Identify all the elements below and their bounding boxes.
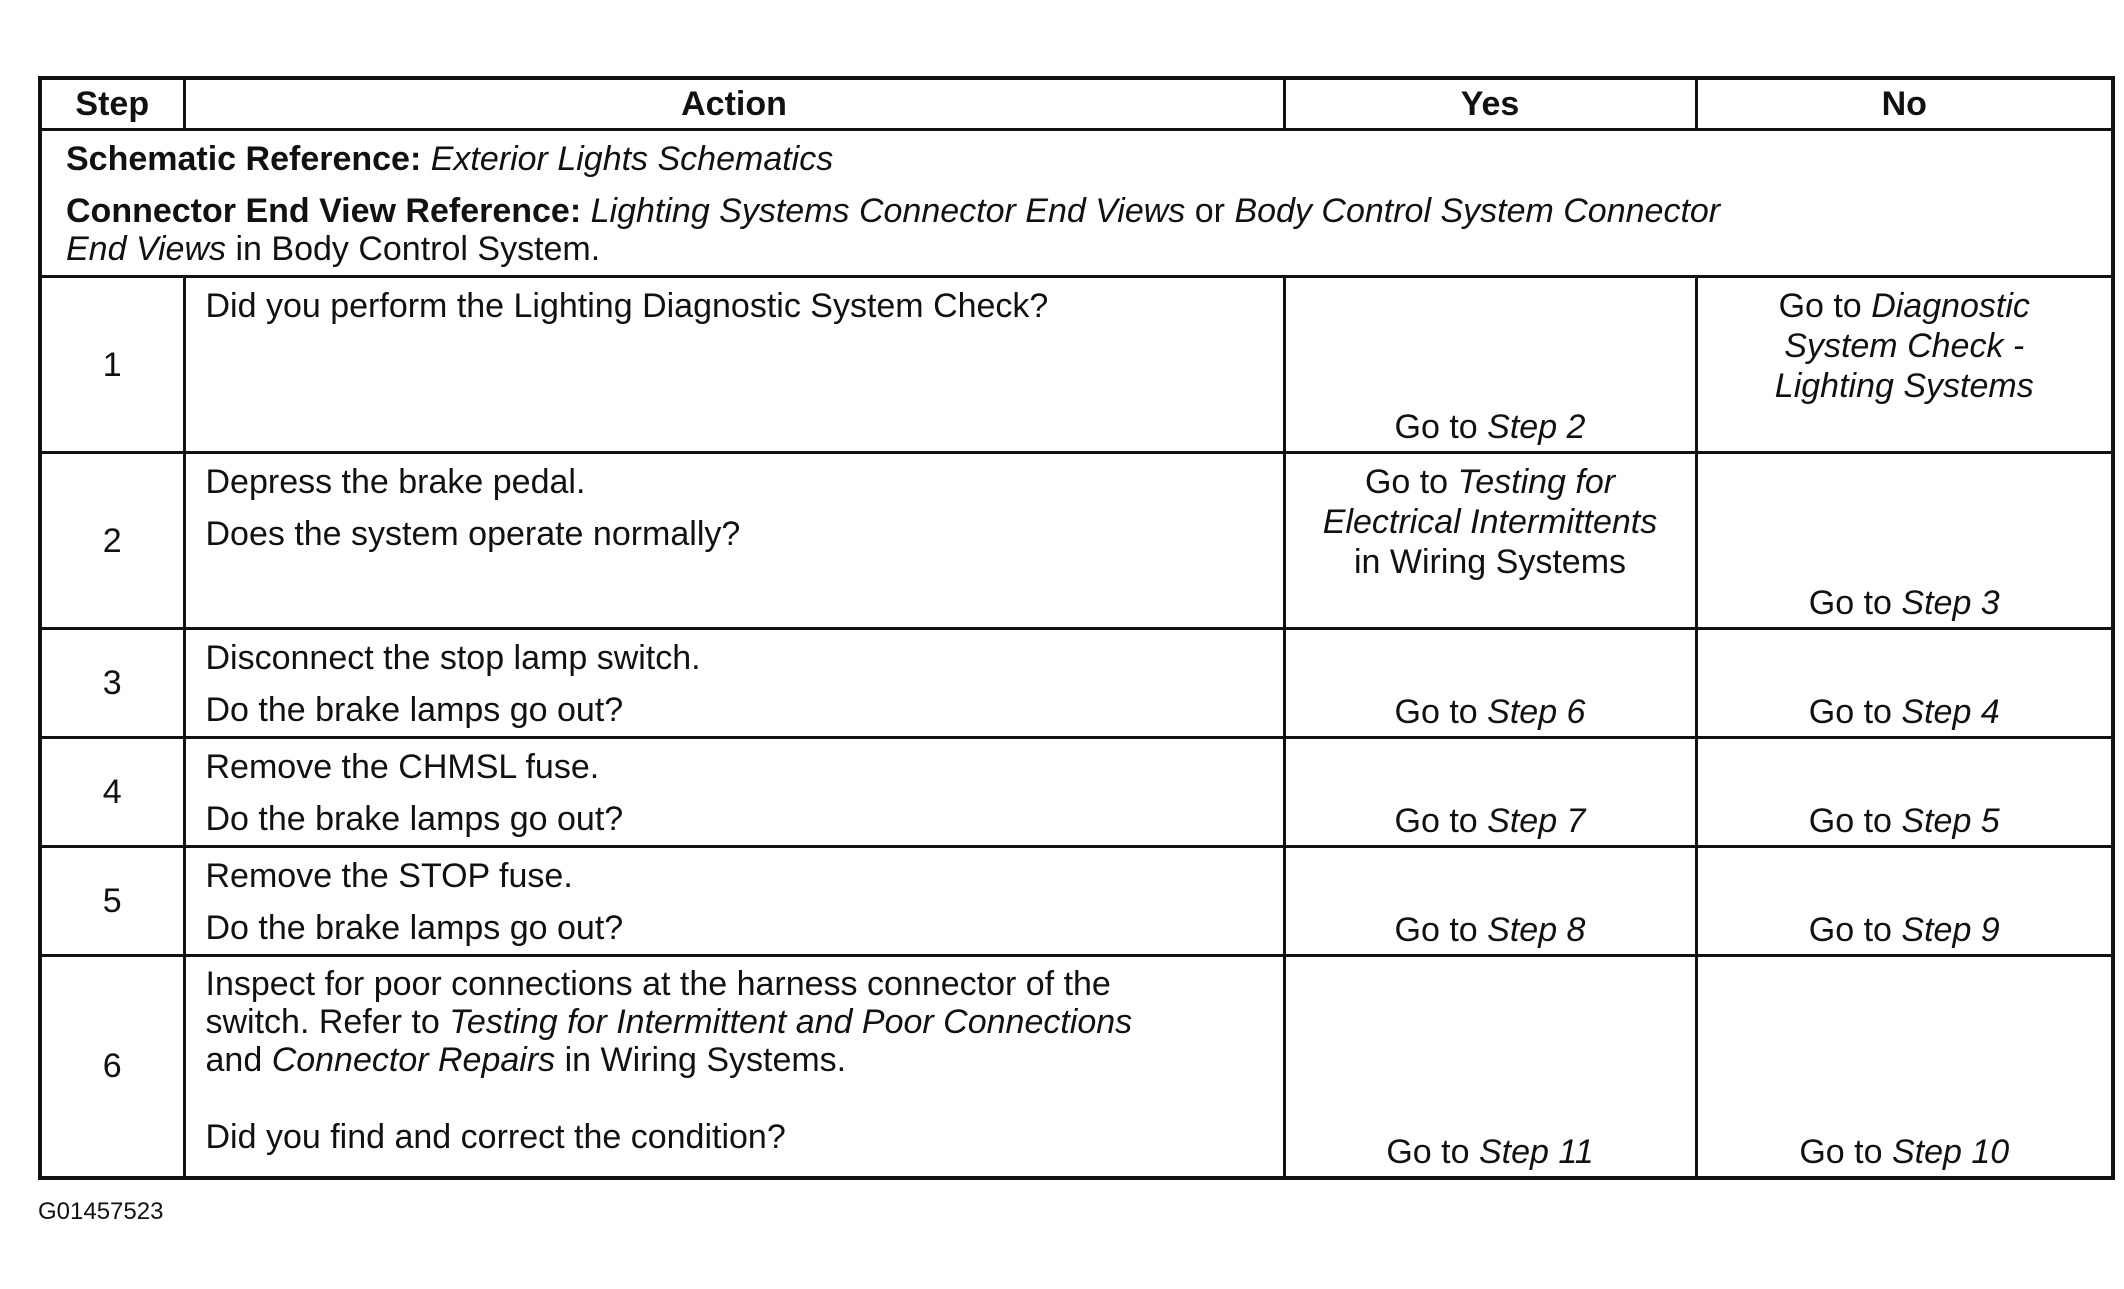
action-question: Do the brake lamps go out? — [205, 909, 624, 947]
yes-link-line-2[interactable]: Electrical Intermittents — [1322, 503, 1658, 541]
yes-link[interactable]: Step 2 — [1487, 408, 1586, 446]
yes-prefix: Go to — [1394, 802, 1478, 840]
action-text: Depress the brake pedal. — [205, 463, 586, 501]
connector-reference-link-2[interactable]: Body Control System Connector — [1234, 192, 1721, 230]
action-cell — [184, 738, 1284, 847]
connector-reference-link-2-cont[interactable]: End Views — [66, 230, 227, 268]
schematic-reference-link[interactable]: Exterior Lights Schematics — [430, 140, 834, 178]
header-action: Action — [184, 78, 1284, 130]
table-row — [40, 453, 2113, 629]
yes-cell — [1284, 956, 1696, 1178]
table-row — [40, 956, 2113, 1178]
yes-prefix: Go to — [1394, 693, 1478, 731]
action-question: Do the brake lamps go out? — [205, 800, 624, 838]
yes-prefix: Go to — [1386, 1132, 1470, 1171]
reference-cell — [40, 130, 2113, 277]
action-cell — [184, 453, 1284, 629]
header-yes: Yes — [1284, 78, 1696, 130]
action-question: Did you find and correct the condition? — [205, 1118, 786, 1156]
no-cell — [1696, 956, 2113, 1178]
table-row — [40, 629, 2113, 738]
header-no: No — [1696, 78, 2113, 130]
connector-reference-suffix: in Body Control System. — [235, 230, 601, 268]
yes-link[interactable]: Step 11 — [1478, 1132, 1594, 1171]
yes-prefix: Go to — [1394, 911, 1478, 949]
action-line-2-prefix: switch. Refer to — [205, 1003, 440, 1041]
no-prefix: Go to — [1778, 287, 1862, 325]
header-step: Step — [40, 78, 184, 130]
step-number: 1 — [40, 277, 184, 453]
no-link[interactable]: Step 10 — [1891, 1132, 2010, 1171]
action-text: Remove the CHMSL fuse. — [205, 748, 600, 786]
step-number: 2 — [40, 453, 184, 629]
yes-cell — [1284, 847, 1696, 956]
no-link[interactable]: Step 3 — [1901, 584, 2000, 622]
action-cell — [184, 277, 1284, 453]
no-cell — [1696, 277, 2113, 453]
action-line-3-suffix: in Wiring Systems. — [564, 1041, 847, 1079]
yes-cell — [1284, 453, 1696, 629]
action-text — [206, 965, 1263, 1079]
no-link-line-3[interactable]: Lighting Systems — [1774, 367, 2034, 405]
step-number: 5 — [40, 847, 184, 956]
yes-cell — [1284, 738, 1696, 847]
no-prefix: Go to — [1808, 802, 1892, 840]
table-row — [40, 277, 2113, 453]
yes-link-line-1[interactable]: Testing for — [1457, 463, 1616, 501]
schematic-reference — [66, 139, 2091, 179]
no-link-line-1[interactable]: Diagnostic — [1871, 287, 2030, 325]
connector-reference — [66, 191, 2091, 267]
no-prefix: Go to — [1808, 911, 1892, 949]
action-cell — [184, 956, 1284, 1178]
action-text: Did you perform the Lighting Diagnostic System Check? — [205, 287, 1049, 325]
action-line-1: Inspect for poor connections at the harness connector of the — [205, 965, 1111, 1003]
action-text: Disconnect the stop lamp switch. — [205, 639, 701, 677]
no-cell — [1696, 738, 2113, 847]
schematic-reference-label: Schematic Reference: — [66, 140, 422, 178]
step-number: 3 — [40, 629, 184, 738]
yes-cell — [1284, 629, 1696, 738]
yes-link[interactable]: Step 6 — [1487, 693, 1586, 731]
header-row — [40, 78, 2113, 130]
no-cell — [1696, 453, 2113, 629]
diagnostic-table — [38, 76, 2115, 1180]
action-line-3-prefix: and — [205, 1041, 263, 1079]
no-cell — [1696, 629, 2113, 738]
no-link[interactable]: Step 4 — [1901, 693, 2000, 731]
action-question: Does the system operate normally? — [205, 515, 741, 553]
yes-prefix: Go to — [1364, 463, 1449, 501]
yes-cell — [1284, 277, 1696, 453]
step-number: 4 — [40, 738, 184, 847]
connector-reference-or: or — [1194, 192, 1225, 230]
connector-reference-link-1[interactable]: Lighting Systems Connector End Views — [590, 192, 1186, 230]
no-link-line-2[interactable]: System Check - — [1784, 327, 2025, 365]
yes-link[interactable]: Step 8 — [1487, 911, 1586, 949]
connector-repairs-link[interactable]: Connector Repairs — [271, 1041, 556, 1079]
no-link[interactable]: Step 5 — [1901, 802, 2000, 840]
yes-prefix: Go to — [1394, 408, 1478, 446]
no-prefix: Go to — [1808, 584, 1892, 622]
reference-row — [40, 130, 2113, 277]
action-text: Remove the STOP fuse. — [205, 857, 573, 895]
table-row — [40, 847, 2113, 956]
figure-id: G01457523 — [38, 1198, 164, 1225]
yes-suffix: in Wiring Systems — [1353, 543, 1627, 581]
yes-link[interactable]: Step 7 — [1487, 802, 1586, 840]
no-prefix: Go to — [1799, 1132, 1883, 1171]
action-cell — [184, 847, 1284, 956]
connector-reference-label: Connector End View Reference: — [66, 192, 582, 230]
step-number: 6 — [40, 956, 184, 1178]
table-row — [40, 738, 2113, 847]
no-prefix: Go to — [1808, 693, 1892, 731]
intermittent-connections-link[interactable]: Testing for Intermittent and Poor Connections — [449, 1003, 1133, 1041]
connector-reference-continuation — [66, 231, 2091, 267]
no-cell — [1696, 847, 2113, 956]
action-question: Do the brake lamps go out? — [205, 691, 624, 729]
no-link[interactable]: Step 9 — [1901, 911, 2000, 949]
action-cell — [184, 629, 1284, 738]
